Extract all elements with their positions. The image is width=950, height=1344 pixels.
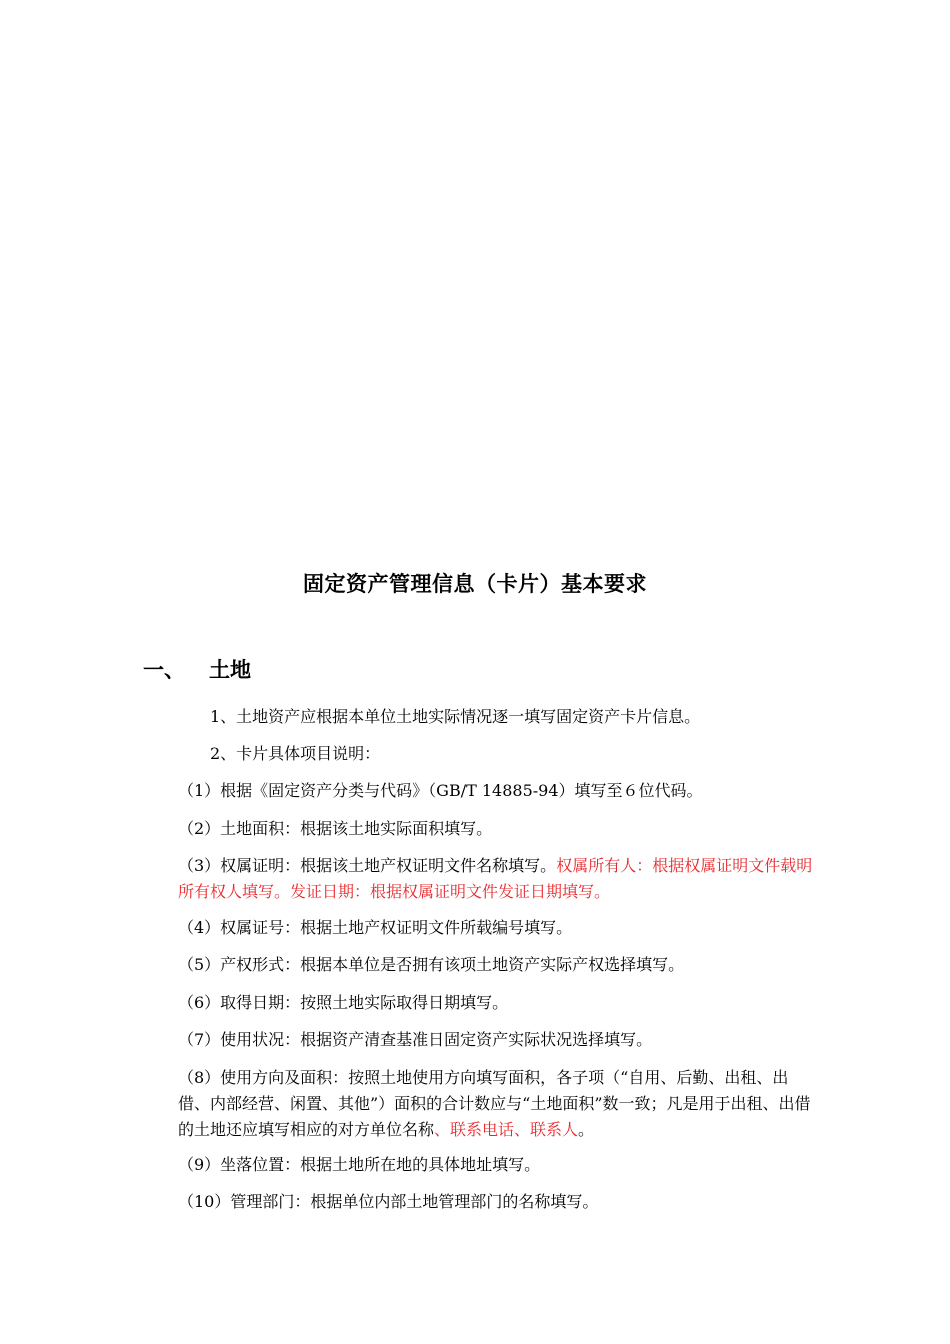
section-number: 一、: [143, 658, 185, 682]
item-3-text: （3）权属证明：根据该土地产权证明文件名称填写。: [178, 856, 557, 875]
item-9: （9）坐落位置：根据土地所在地的具体地址填写。: [178, 1155, 541, 1174]
item-3: [178, 853, 818, 905]
item-8-text: （8）使用方向及面积：按照土地使用方向填写面积，各子项（“自用、后勤、出租、出借、内部经营、闲置、其他”）面积的合计数应与“土地面积”数一致；凡是用于出租、出借的土地还应填写相应的对方单位名称: [178, 1068, 811, 1139]
intro-paragraph-2: 2、卡片具体项目说明：: [210, 744, 381, 763]
item-6: （6）取得日期：按照土地实际取得日期填写。: [178, 993, 509, 1012]
section-heading: [143, 654, 251, 684]
item-10: （10）管理部门：根据单位内部土地管理部门的名称填写。: [178, 1192, 599, 1211]
item-8: [178, 1065, 818, 1143]
item-4: （4）权属证号：根据土地产权证明文件所载编号填写。: [178, 918, 573, 937]
intro-paragraph-1: 1、土地资产应根据本单位土地实际情况逐一填写固定资产卡片信息。: [210, 707, 701, 726]
item-8-highlight: 、联系电话、联系人: [434, 1120, 579, 1139]
item-5: （5）产权形式：根据本单位是否拥有该项土地资产实际产权选择填写。: [178, 955, 685, 974]
item-2: （2）土地面积：根据该土地实际面积填写。: [178, 819, 493, 838]
document-title: 固定资产管理信息（卡片）基本要求: [303, 572, 647, 596]
item-8-end: 。: [578, 1120, 595, 1139]
item-3-highlight: 权属所有人：根据权属证明文件载明所有权人填写。发证日期：根据权属证明文件发证日期填写。: [178, 856, 813, 901]
item-1: （1）根据《固定资产分类与代码》（GB/T 14885-94）填写至６位代码。: [178, 781, 703, 800]
section-title: 土地: [209, 658, 251, 682]
item-7: （7）使用状况：根据资产清查基准日固定资产实际状况选择填写。: [178, 1030, 653, 1049]
